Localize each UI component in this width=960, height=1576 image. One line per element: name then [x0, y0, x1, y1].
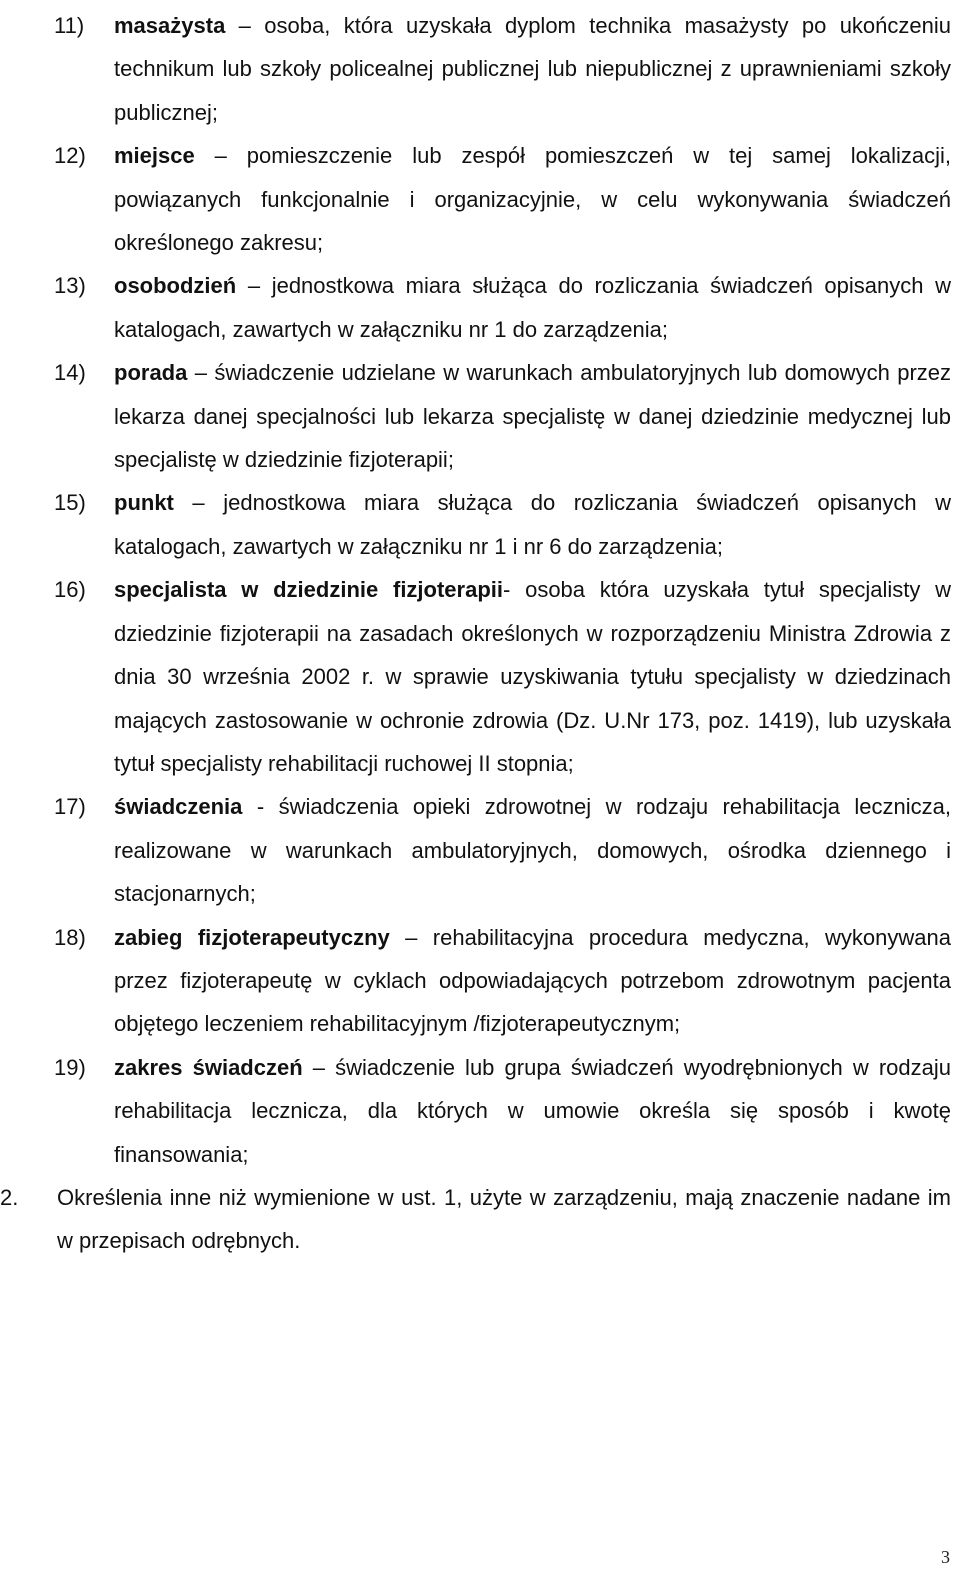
item-number: 11): [54, 13, 85, 38]
definition-item: [54, 264, 952, 351]
term-separator: –: [187, 360, 215, 386]
definition-text: osoba która uzyskała tytuł specjalisty w dziedzinie fizjoterapii na zasadach określonych w rozporządzeniu Ministra Zdrowia z dnia 30 września 2002 r. w sprawie uzyskiwania tytułu specjalisty w dziedzinach mających zastosowanie w ochronie zdrowia (Dz. U.Nr 173, poz. 1419), lub uzyskała tytuł specjalisty rehabilitacji ruchowej II stopnia;: [114, 577, 951, 776]
defined-term: świadczenia: [114, 794, 243, 820]
defined-term: zabieg fizjoterapeutyczny: [114, 924, 390, 950]
definition-text: rehabilitacyjna procedura medyczna, wykonywana przez fizjoterapeutę w cyklach odpowiadających potrzebom zdrowotnym pacjenta objętego leczeniem rehabilitacyjnym /fizjoterapeutycznym;: [114, 924, 951, 1037]
clause-paragraph: [0, 1176, 951, 1263]
item-number: 13): [54, 273, 86, 299]
defined-term: specjalista w dziedzinie fizjoterapii: [114, 577, 503, 603]
defined-term: masażysta: [114, 13, 226, 38]
defined-term: zakres świadczeń: [114, 1054, 303, 1080]
definition-text: jednostkowa miara służąca do rozliczania świadczeń opisanych w katalogach, zawartych w załączniku nr 1 i nr 6 do zarządzenia;: [114, 490, 951, 559]
item-number: 14): [54, 360, 86, 386]
item-number: 15): [54, 490, 86, 516]
term-separator: -: [242, 794, 279, 820]
definition-text: świadczenia opieki zdrowotnej w rodzaju rehabilitacja lecznicza, realizowane w warunkach ambulatoryjnych, domowych, ośrodka dziennego i stacjonarnych;: [114, 794, 951, 907]
definition-item: [54, 785, 951, 915]
definition-item: [54, 916, 951, 1046]
defined-term: punkt: [114, 490, 174, 516]
definition-text: pomieszczenie lub zespół pomieszczeń w tej samej lokalizacji, powiązanych funkcjonalnie i organizacyjnie, w celu wykonywania świadczeń określonego zakresu;: [114, 143, 951, 256]
item-number: 12): [54, 143, 86, 169]
definition-text: świadczenie udzielane w warunkach ambulatoryjnych lub domowych przez lekarza danej specjalności lub lekarza specjalistę w danej dziedzinie medycznej lub specjalistę w dziedzinie fizjoterapii;: [114, 360, 952, 473]
term-separator: -: [503, 577, 526, 603]
term-separator: –: [236, 273, 272, 299]
page-number: 3: [941, 1547, 950, 1567]
defined-term: miejsce: [114, 143, 195, 169]
definition-text: jednostkowa miara służąca do rozliczania świadczeń opisanych w katalogach, zawartych w załączniku nr 1 do zarządzenia;: [114, 273, 952, 342]
item-number: 17): [54, 794, 86, 820]
term-separator: –: [194, 143, 247, 169]
item-number: 16): [54, 577, 86, 603]
defined-term: porada: [114, 360, 188, 386]
definition-item: [54, 134, 951, 264]
term-separator: –: [225, 13, 265, 38]
definition-item: [54, 568, 951, 785]
defined-term: osobodzień: [114, 273, 237, 299]
definition-text: osoba, która uzyskała dyplom technika masażysty po ukończeniu technikum lub szkoły policealnej publicznej lub niepublicznej z uprawnieniami szkoły publicznej;: [114, 13, 951, 125]
definition-text: świadczenie lub grupa świadczeń wyodrębnionych w rodzaju rehabilitacja lecznicza, dla których w umowie określa się sposób i kwotę finansowania;: [114, 1054, 951, 1167]
definition-item: [54, 351, 952, 481]
item-number: 18): [54, 924, 86, 950]
definition-item: [54, 481, 951, 568]
term-separator: –: [173, 490, 224, 516]
clause-number: 2.: [0, 1184, 19, 1210]
definition-item: [54, 1046, 951, 1176]
term-separator: –: [389, 924, 433, 950]
clause-text: Określenia inne niż wymienione w ust. 1, użyte w zarządzeniu, mają znaczenie nadane im w przepisach odrębnych.: [57, 1184, 951, 1254]
item-number: 19): [54, 1054, 86, 1080]
definition-item: [54, 4, 951, 134]
term-separator: –: [302, 1054, 336, 1080]
